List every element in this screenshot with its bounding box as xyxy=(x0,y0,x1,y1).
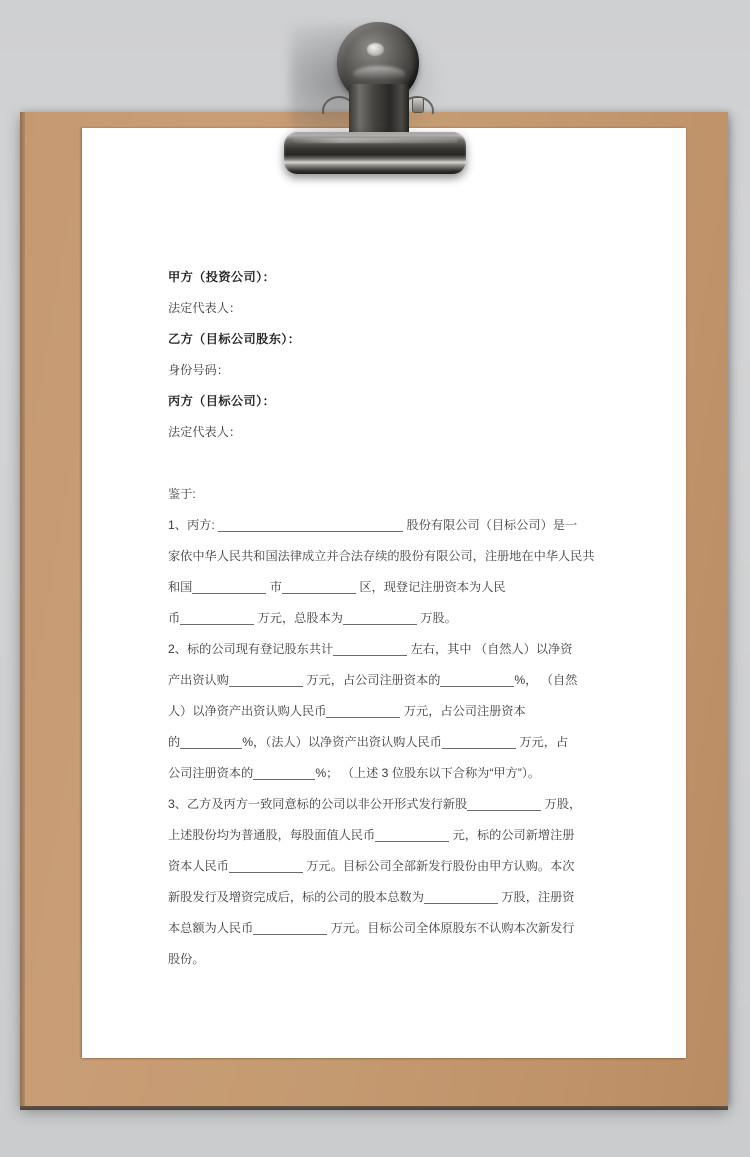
blank-fill-field[interactable] xyxy=(442,736,516,749)
clause-line xyxy=(168,851,588,882)
clipboard-left-edge xyxy=(20,112,25,1106)
clause-paragraph xyxy=(168,634,588,789)
blank-fill-field[interactable] xyxy=(180,736,242,749)
section-spacer xyxy=(168,448,588,479)
clause-line xyxy=(168,820,588,851)
text-run: 公司注册资本的 xyxy=(168,766,254,780)
blank-fill-field[interactable] xyxy=(253,922,327,935)
blank-fill-field[interactable] xyxy=(333,643,407,656)
blank-fill-field[interactable] xyxy=(229,674,303,687)
clause-line xyxy=(168,789,588,820)
blank-fill-field[interactable] xyxy=(467,798,541,811)
text-run: 股份有限公司（目标公司）是一 xyxy=(403,518,578,532)
party-line: 甲方（投资公司）： xyxy=(168,270,276,284)
text-run: %， （自然 xyxy=(514,673,578,687)
text-run: 区，现登记注册资本为人民 xyxy=(355,580,506,594)
text-run: 万股，注册资 xyxy=(497,890,575,904)
text-run: 和国 xyxy=(168,580,193,594)
clause-line xyxy=(168,944,588,975)
clause-line xyxy=(168,510,588,541)
text-run: 万元，占公司注册资本 xyxy=(400,704,526,718)
blank-fill-field[interactable] xyxy=(229,860,303,873)
party-line: 法定代表人： xyxy=(168,301,242,315)
blank-fill-field[interactable] xyxy=(253,767,315,780)
document-body xyxy=(168,262,595,975)
clause-line xyxy=(168,634,588,665)
text-run: 万元，占 xyxy=(515,735,569,749)
blank-fill-field[interactable] xyxy=(192,581,266,594)
text-run: 3、乙方及丙方一致同意标的公司以非公开形式发行新股 xyxy=(168,797,468,811)
party-line: 身份号码： xyxy=(168,363,229,377)
clause-line xyxy=(168,882,588,913)
blank-fill-field[interactable] xyxy=(375,829,449,842)
blank-fill-field[interactable] xyxy=(326,705,400,718)
text-run: 左右，其中 （自然人）以净资 xyxy=(407,642,573,656)
blank-fill-field[interactable] xyxy=(282,581,356,594)
party-line: 乙方（目标公司股东）： xyxy=(168,332,301,346)
text-run: 万元，占公司注册资本的 xyxy=(302,673,441,687)
text-run: 本总额为人民币 xyxy=(168,921,254,935)
party-line: 法定代表人： xyxy=(168,425,242,439)
clause-line xyxy=(168,727,588,758)
text-run: 股份。 xyxy=(168,952,205,966)
text-run: %，（法人）以净资产出资认购人民币 xyxy=(242,735,442,749)
text-run: 产出资认购 xyxy=(168,673,229,687)
text-run: %； （上述 3 位股东以下合称为“甲方”）。 xyxy=(315,766,541,780)
text-run: 万股， xyxy=(541,797,582,811)
clause-paragraph xyxy=(168,789,588,975)
text-run: 万元。目标公司全体原股东不认购本次新发行 xyxy=(327,921,575,935)
text-run: 币 xyxy=(168,611,181,625)
clause-line xyxy=(168,758,588,789)
text-run: 资本人民币 xyxy=(168,859,229,873)
text-run: 上述股份均为普通股，每股面值人民币 xyxy=(168,828,376,842)
clause-paragraph xyxy=(168,510,595,634)
recital-heading: 鉴于: xyxy=(168,487,196,501)
text-run: 人）以净资产出资认购人民币 xyxy=(168,704,327,718)
clause-line xyxy=(168,665,588,696)
party-line: 丙方（目标公司）： xyxy=(168,394,276,408)
clause-line xyxy=(168,696,588,727)
clause-line xyxy=(168,913,588,944)
text-run: 万元，总股本为 xyxy=(254,611,343,625)
text-run: 新股发行及增资完成后，标的公司的股本总数为 xyxy=(168,890,424,904)
clause-line xyxy=(168,603,588,634)
clause-line xyxy=(168,572,588,603)
text-run: 2、标的公司现有登记股东共计 xyxy=(168,642,334,656)
blank-fill-field[interactable] xyxy=(180,612,254,625)
text-run: 万股。 xyxy=(416,611,457,625)
text-run: 家依中华人民共和国法律成立并合法存续的股份有限公司，注册地在中华人民共 xyxy=(168,549,595,563)
text-run: 市 xyxy=(266,580,282,594)
text-run: 万元。目标公司全部新发行股份由甲方认购。本次 xyxy=(302,859,575,873)
blank-fill-field[interactable] xyxy=(218,519,403,532)
text-run: 元，标的公司新增注册 xyxy=(449,828,575,842)
text-run: 的 xyxy=(168,735,181,749)
blank-fill-field[interactable] xyxy=(440,674,514,687)
text-run: 1、丙方: xyxy=(168,518,219,532)
clause-line xyxy=(168,541,595,572)
blank-fill-field[interactable] xyxy=(424,891,498,904)
blank-fill-field[interactable] xyxy=(343,612,417,625)
